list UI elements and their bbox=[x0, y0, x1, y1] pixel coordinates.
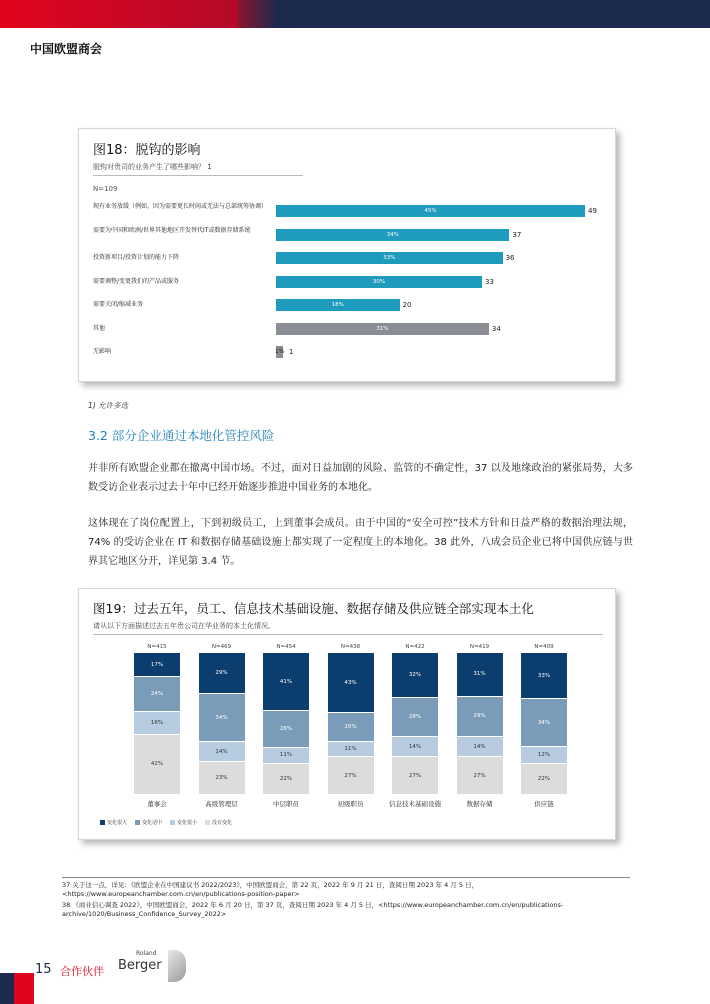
column-n-6: N=409 bbox=[534, 644, 554, 650]
figure-19-subtitle: 请从以下方面描述过去五年贵公司在华业务的本土化情况。 bbox=[93, 621, 603, 635]
page-number: 15 bbox=[35, 962, 52, 977]
bar-2: 33% bbox=[276, 252, 503, 264]
segment-4-1: 28% bbox=[392, 698, 438, 736]
column-n-5: N=419 bbox=[469, 644, 490, 650]
bar-label-4: 需要关闭/缩减业务 bbox=[93, 301, 144, 308]
corner-accent bbox=[14, 973, 34, 1004]
column-label-5: 数据存储 bbox=[466, 800, 493, 808]
bar-value-3: 33 bbox=[485, 277, 494, 286]
bar-value-4: 20 bbox=[402, 301, 412, 309]
figure-note: 1) 允许多选 bbox=[88, 401, 129, 410]
bar-4: 18% bbox=[276, 299, 400, 311]
logo-b-shape bbox=[168, 950, 186, 982]
segment-1-2: 14% bbox=[199, 742, 245, 761]
segment-4-2: 14% bbox=[392, 737, 438, 756]
top-banner bbox=[0, 0, 710, 28]
bar-label-0: 现有业务放缓（例如，因为需要更长时间或无法与总部统筹协调） bbox=[93, 203, 268, 210]
footnote-38: 38 《商业信心调查 2022》，中国欧盟商会，2022 年 6 月 20 日，第 37 页，查阅日期 2023 年 4 月 5 日，<https://www.europeanchamber.com.cn/en/publications-archive/1020/Business_Confidence_Survey_2022> bbox=[62, 901, 564, 918]
segment-3-3: 27% bbox=[328, 757, 374, 794]
figure-18-n: N=109 bbox=[93, 185, 118, 193]
bar-1: 34% bbox=[276, 229, 509, 241]
segment-4-0: 32% bbox=[392, 653, 438, 697]
segment-1-3: 23% bbox=[199, 762, 245, 794]
column-label-2: 中层职员 bbox=[273, 800, 299, 808]
segment-5-1: 29% bbox=[457, 697, 503, 737]
paragraph-2: 这体现在了岗位配置上，下到初级员工，上到董事会成员。由于中国的“安全可控”技术方针和日益严格的数据治理法规，74% 的受访企业在 IT 和数据存储基础设施上都实现了一定程度上的本地化。38 此外，八成会员企业已将中国供应链与世界其它地区分开，详见第 3.4 节。 bbox=[88, 518, 633, 567]
segment-2-3: 22% bbox=[263, 764, 309, 794]
figure-18 bbox=[78, 128, 616, 382]
bar-3: 30% bbox=[276, 276, 482, 288]
segment-5-3: 27% bbox=[457, 757, 503, 794]
bar-value-1: 37 bbox=[512, 230, 522, 239]
segment-2-2: 11% bbox=[263, 748, 309, 763]
legend-item-3: 没有变化 bbox=[205, 819, 232, 826]
footnote-divider bbox=[62, 877, 630, 878]
column-label-3: 初级职员 bbox=[337, 800, 364, 808]
column-label-0: 董事会 bbox=[147, 800, 167, 808]
figure-19-legend bbox=[100, 819, 232, 826]
column-label-1: 高级管理层 bbox=[205, 800, 238, 808]
column-n-0: N=415 bbox=[147, 644, 167, 650]
segment-3-0: 43% bbox=[328, 653, 374, 712]
segment-6-3: 22% bbox=[521, 764, 567, 794]
legend-item-1: 变化适中 bbox=[135, 819, 162, 826]
bar-0: 45% bbox=[276, 205, 585, 217]
column-n-2: N=454 bbox=[276, 644, 296, 650]
legend-item-2: 变化很小 bbox=[170, 819, 197, 826]
section-heading: 3.2 部分企业通过本地化管控风险 bbox=[88, 428, 275, 443]
figure-19-title: 图19：过去五年，员工、信息技术基础设施、数据存储及供应链全部实现本土化 bbox=[93, 601, 534, 616]
segment-4-3: 27% bbox=[392, 757, 438, 794]
legend-item-0: 变化很大 bbox=[100, 819, 127, 826]
figure-18-title: 图18：脱钩的影响 bbox=[93, 143, 201, 158]
segment-6-1: 34% bbox=[521, 699, 567, 746]
footnote-37: 37 关于这一点，详见：《欧盟企业在中国建议书 2022/2023》，中国欧盟商会，第 22 页，2022 年 9 月 21 日，查阅日期 2023 年 4 月 5 日，<https://www.europeanchamber.com.cn/en/publications-position-paper> bbox=[62, 881, 479, 898]
segment-3-2: 11% bbox=[328, 742, 374, 756]
bar-value-0: 49 bbox=[588, 207, 597, 215]
figure-18-subtitle: 脱钩对贵司的业务产生了哪些影响？ 1 bbox=[93, 162, 303, 176]
bar-label-3: 需要调整/变更我们的产品或服务 bbox=[93, 277, 180, 285]
bar-label-6: 无影响 bbox=[93, 348, 112, 355]
segment-1-1: 34% bbox=[199, 694, 245, 741]
segment-0-1: 24% bbox=[134, 677, 180, 710]
segment-5-2: 14% bbox=[457, 737, 503, 756]
column-n-1: N=469 bbox=[211, 644, 232, 650]
segment-2-1: 26% bbox=[263, 711, 309, 747]
segment-1-0: 29% bbox=[199, 653, 245, 693]
segment-6-2: 12% bbox=[521, 747, 567, 763]
org-name: 中国欧盟商会 bbox=[30, 42, 103, 56]
partner-label: 合作伙伴 bbox=[60, 965, 104, 978]
paragraph-1: 并非所有欧盟企业都在撤离中国市场。不过，面对日益加剧的风险、监管的不确定性，37 以及地缘政治的紧张局势，大多数受访企业表示过去十年中已经开始逐步推进中国业务的本地化。 bbox=[88, 463, 633, 493]
bar-value-5: 34 bbox=[491, 324, 501, 333]
bar-pct-6: 1% bbox=[275, 348, 285, 355]
segment-3-1: 20% bbox=[328, 713, 374, 740]
column-n-4: N=422 bbox=[405, 644, 425, 650]
bar-label-1: 需要为中国和欧洲/世界其他地区开发替代IT或数据存储系统 bbox=[93, 226, 251, 234]
bar-label-2: 投资新项目/投资计划的能力下降 bbox=[93, 254, 180, 261]
figure-19 bbox=[78, 588, 616, 840]
segment-2-0: 41% bbox=[263, 653, 309, 710]
column-n-3: N=438 bbox=[340, 644, 361, 650]
bar-value-2: 36 bbox=[505, 254, 515, 262]
segment-5-0: 31% bbox=[457, 653, 503, 696]
bar-5: 31% bbox=[276, 323, 489, 335]
segment-0-0: 17% bbox=[134, 653, 180, 676]
roland-berger-logo: Roland Berger bbox=[118, 950, 188, 982]
column-label-6: 供应链 bbox=[534, 800, 554, 808]
segment-6-0: 33% bbox=[521, 653, 567, 698]
bar-label-5: 其他 bbox=[93, 324, 106, 332]
bar-value-6: 1 bbox=[288, 348, 294, 356]
segment-0-2: 16% bbox=[134, 712, 180, 734]
column-label-4: 信息技术基础设施 bbox=[389, 800, 441, 808]
segment-0-3: 42% bbox=[134, 735, 180, 794]
